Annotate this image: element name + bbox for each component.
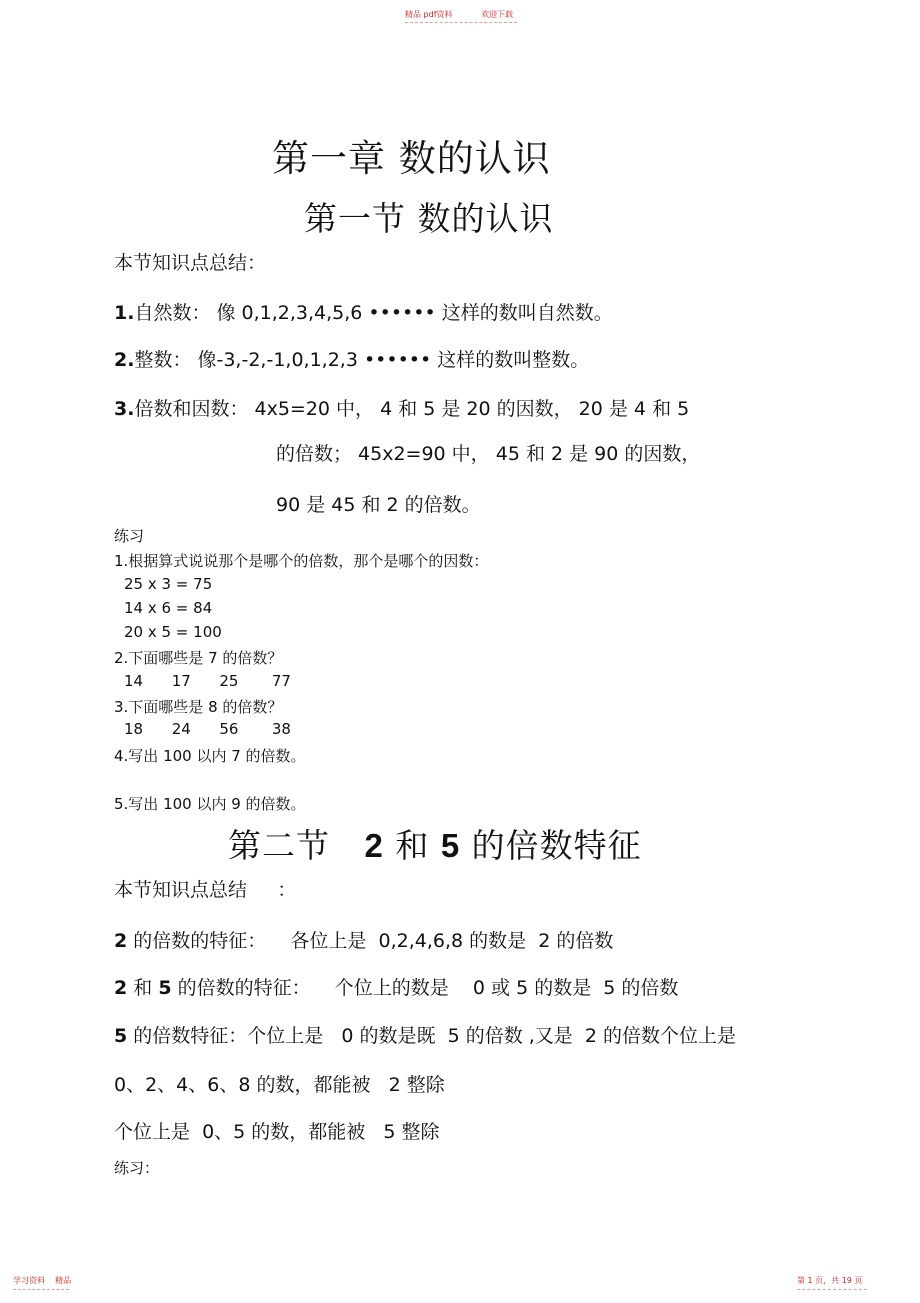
section1-summary-label: 本节知识点总结： — [114, 252, 267, 274]
section2-summary-label: 本节知识点总结 ： — [114, 879, 297, 901]
section2-title-num-5: 5 — [440, 827, 461, 864]
header-left-text: 精品 pdf资料 — [405, 10, 453, 19]
point-2-number: 2. — [114, 349, 135, 371]
chapter-title: 第一章 数的认识 — [272, 137, 551, 180]
practice1-question-5: 5.写出 100 以内 9 的倍数。 — [114, 795, 306, 813]
practice1-question-3: 3.下面哪些是 8 的倍数？ — [114, 698, 283, 716]
line-2-text: 的倍数的特征： 个位上的数是 0 或 5 的数是 5 的倍数 — [171, 977, 679, 999]
section1-point-2 — [114, 345, 589, 372]
page-header — [405, 9, 539, 20]
section1-point-3 — [114, 394, 689, 421]
line-2-and: 和 — [127, 977, 159, 999]
section2-line-1 — [114, 926, 613, 953]
section1-title: 第一节 数的认识 — [304, 199, 554, 238]
line-2-bold-5: 5 — [158, 977, 172, 999]
practice1-q1-item: 14 x 6 = 84 — [124, 599, 213, 617]
footer-left-text: 学习资料 精品 — [13, 1276, 72, 1285]
footer-left-divider — [13, 1289, 69, 1290]
section2-title — [228, 820, 642, 867]
line-3-text: 的倍数特征：个位上是 0 的数是既 5 的倍数 ,又是 2 的倍数个位上是 — [127, 1025, 737, 1047]
point-3-number: 3. — [114, 398, 135, 420]
point-1-text: 自然数： 像 0,1,2,3,4,5,6 •••••• 这样的数叫自然数。 — [134, 302, 613, 324]
point-3-line-1: 倍数和因数： 4x5=20 中， 4 和 5 是 20 的因数， 20 是 4 和 5 — [134, 398, 690, 420]
point-3-line-3: 90 是 45 和 2 的倍数。 — [276, 494, 481, 516]
section1-point-1 — [114, 298, 613, 325]
practice1-question-2: 2.下面哪些是 7 的倍数？ — [114, 649, 283, 667]
point-3-line-2: 的倍数； 45x2=90 中， 45 和 2 是 90 的因数， — [276, 443, 701, 465]
point-1-number: 1. — [114, 302, 135, 324]
section2-title-suffix: 的倍数特征 — [460, 826, 642, 865]
section2-line-2 — [114, 973, 678, 1000]
practice1-q2-items: 14 17 25 77 — [124, 672, 291, 690]
practice1-label: 练习 — [114, 527, 145, 545]
practice1-q1-item: 25 x 3 = 75 — [124, 575, 213, 593]
footer-right-divider — [797, 1289, 867, 1290]
line-3-bold: 5 — [114, 1025, 128, 1047]
point-2-text: 整数： 像-3,-2,-1,0,1,2,3 •••••• 这样的数叫整数。 — [134, 349, 590, 371]
section2-practice-label: 练习： — [114, 1159, 160, 1177]
header-divider — [405, 22, 517, 23]
header-right-text: 欢迎下载 — [481, 10, 514, 19]
footer-page-number: 第 1 页，共 19 页 — [797, 1276, 863, 1285]
section2-title-num-2: 2 — [364, 827, 384, 864]
line-1-bold: 2 — [114, 930, 128, 952]
section2-line-5: 个位上是 0、5 的数，都能被 5 整除 — [114, 1121, 440, 1143]
practice1-question-4: 4.写出 100 以内 7 的倍数。 — [114, 747, 306, 765]
line-2-bold-2: 2 — [114, 977, 128, 999]
practice1-q3-items: 18 24 56 38 — [124, 720, 291, 738]
practice1-q1-item: 20 x 5 = 100 — [124, 623, 222, 641]
section2-line-3 — [114, 1021, 736, 1048]
practice1-question-1: 1.根据算式说说那个是哪个的倍数，那个是哪个的因数： — [114, 552, 489, 570]
line-1-text: 的倍数的特征： 各位上是 0,2,4,6,8 的数是 2 的倍数 — [127, 930, 614, 952]
section2-title-prefix: 第二节 — [228, 826, 365, 865]
section2-line-4: 0、2、4、6、8 的数，都能被 2 整除 — [114, 1074, 445, 1096]
section2-title-and: 和 — [383, 826, 441, 865]
